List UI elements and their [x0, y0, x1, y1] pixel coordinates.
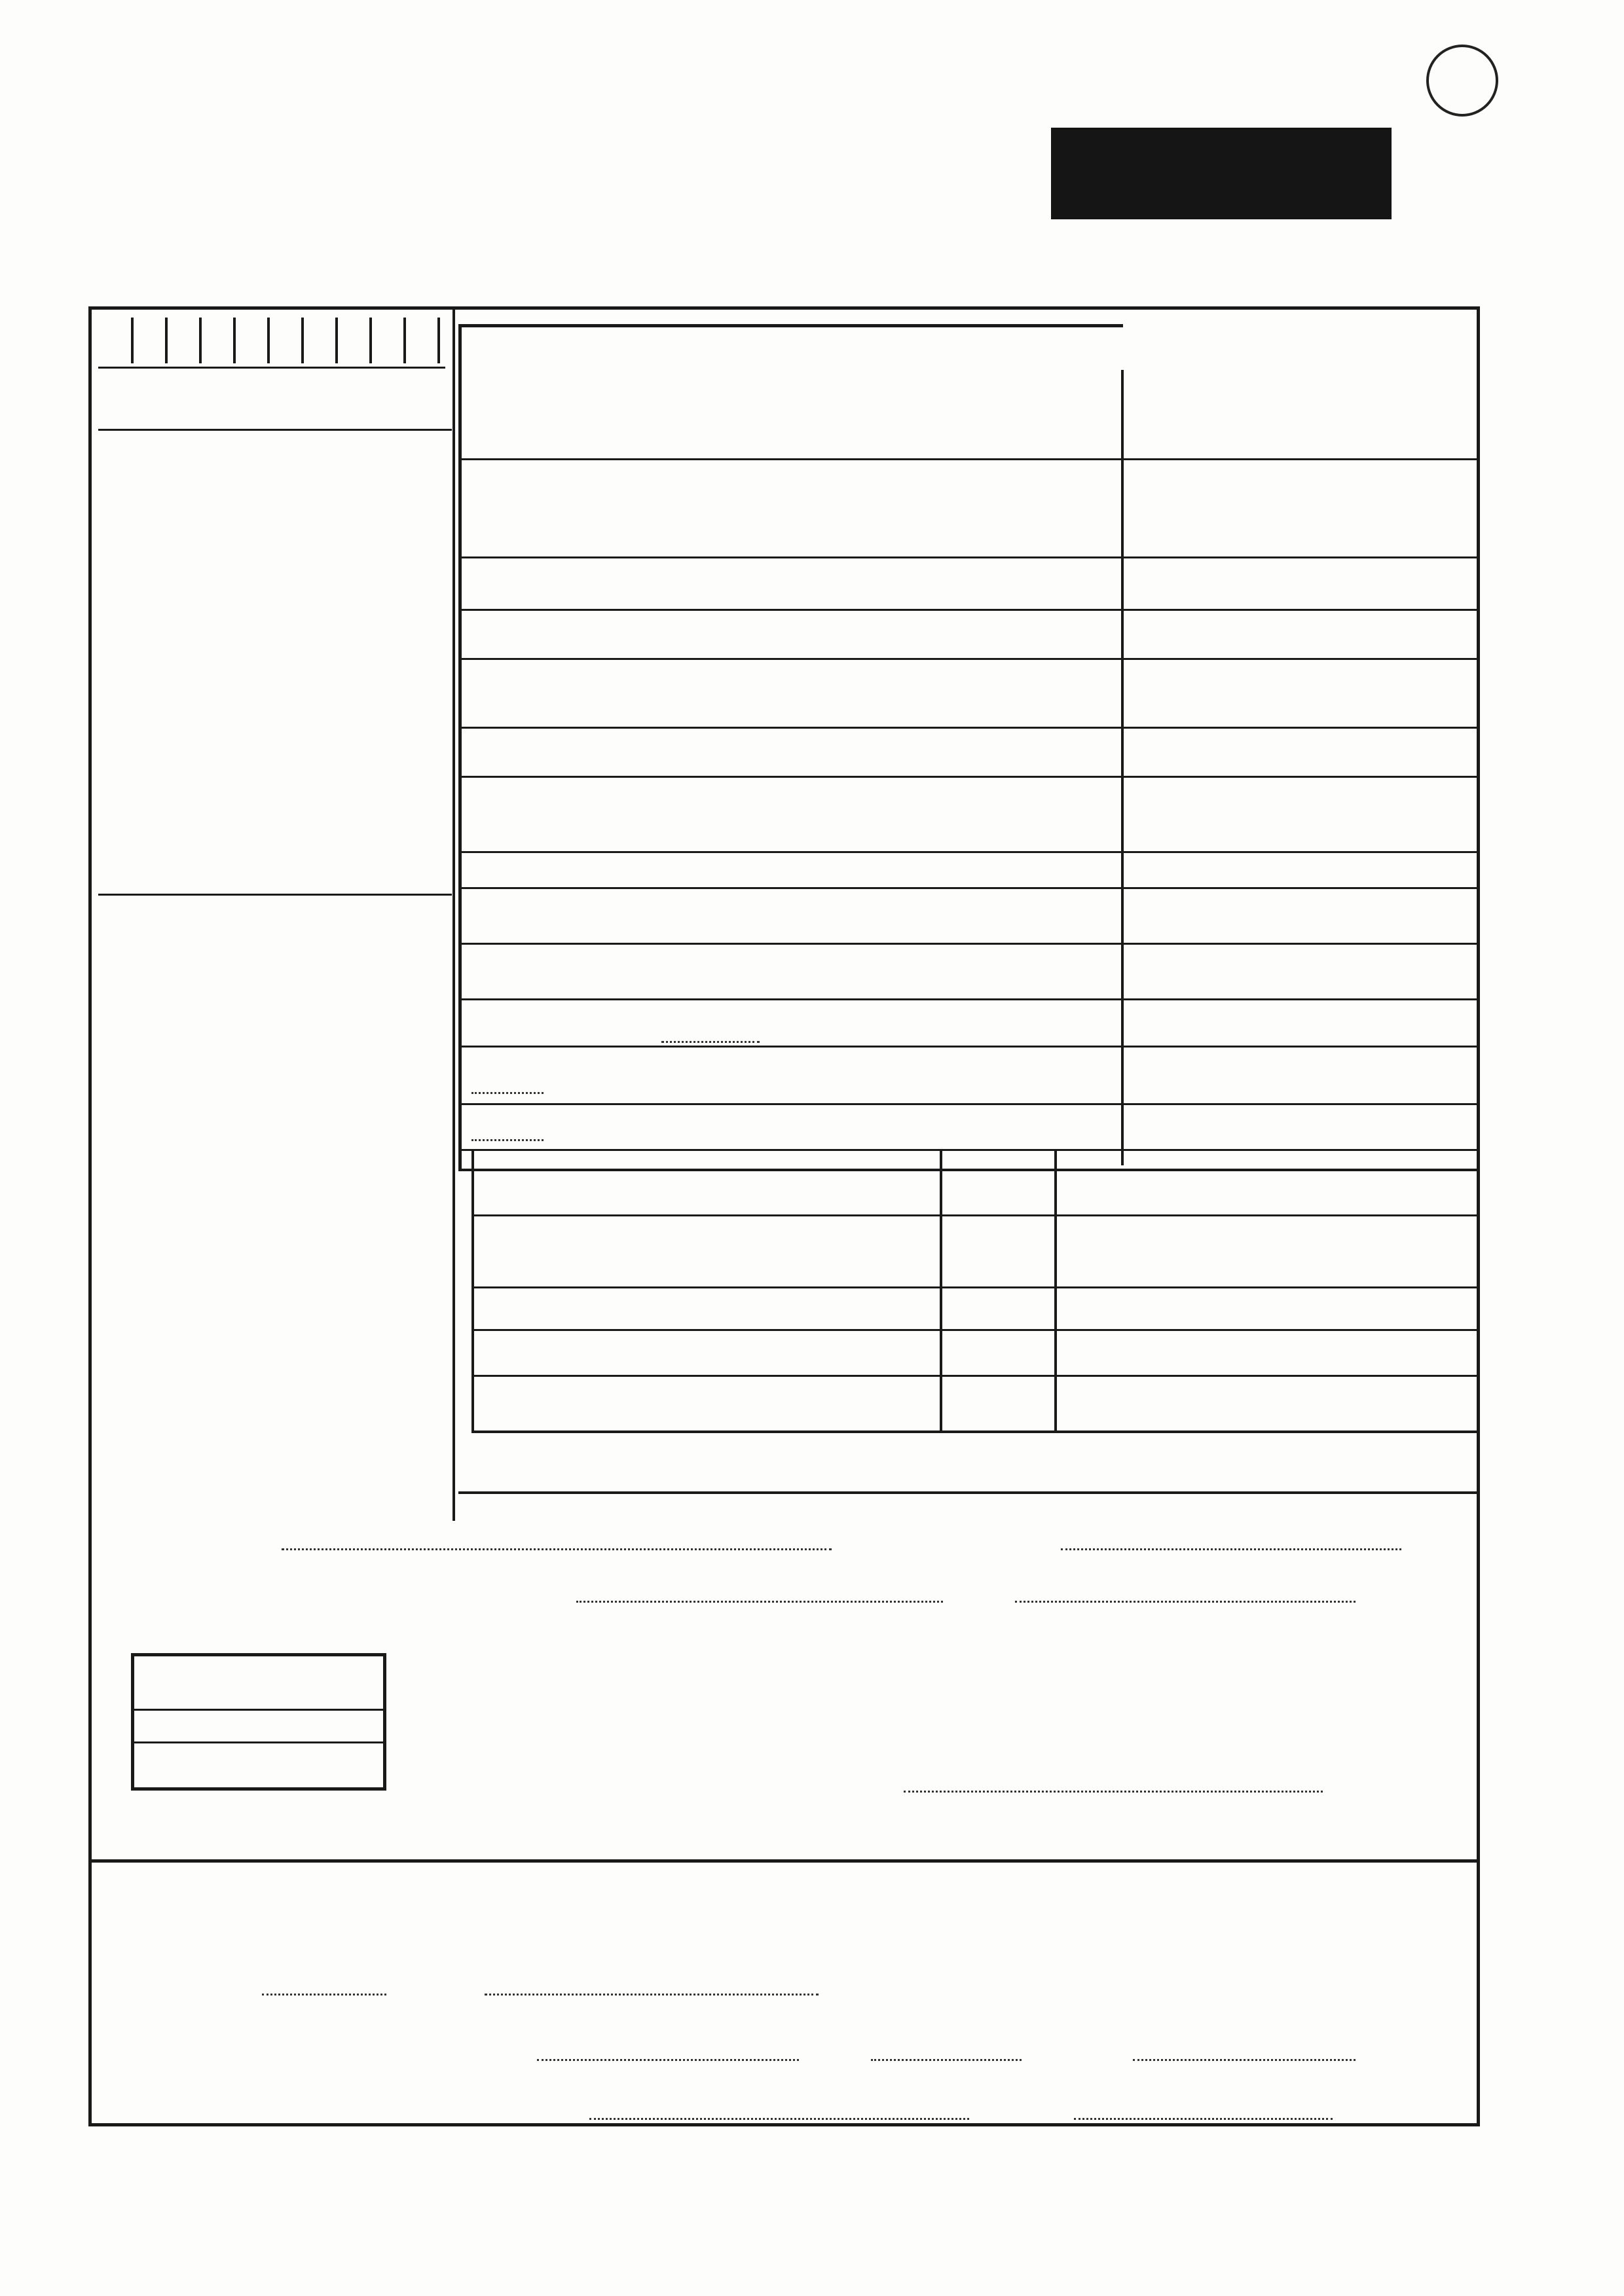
archive-number — [1232, 49, 1447, 75]
declarant-name-line — [1061, 1548, 1401, 1550]
children-left-border — [471, 1149, 474, 1430]
row-divider — [458, 556, 1477, 558]
citizenship-box — [131, 1653, 386, 1791]
row-divider — [458, 727, 1477, 729]
marital-dots — [661, 1041, 760, 1043]
note-line — [458, 1491, 1480, 1494]
info-line1-dots — [485, 1994, 819, 1995]
row-divider — [458, 943, 1477, 945]
receipt-tick — [403, 318, 406, 363]
receipt-tick — [335, 318, 338, 363]
row-divider — [458, 1103, 1477, 1105]
receipt-tick — [199, 318, 202, 363]
stamp-circle — [1426, 45, 1498, 117]
receipt-tick — [131, 318, 134, 363]
receipt-tick — [369, 318, 372, 363]
info-line2-dots-b — [871, 2059, 1022, 2061]
info-line3-dots-b — [589, 2118, 969, 2120]
row-divider — [458, 1046, 1477, 1048]
of-line — [576, 1601, 943, 1603]
citizenship-box-line-2 — [134, 1741, 383, 1743]
children-row-line — [471, 1286, 1480, 1288]
row-divider — [458, 776, 1477, 778]
row-divider — [458, 609, 1477, 611]
receipt-tick — [165, 318, 168, 363]
citizenship-box-line-1 — [134, 1709, 383, 1711]
law-body — [103, 1100, 447, 1453]
photo-bottom — [98, 894, 452, 896]
place-date-line — [904, 1791, 1323, 1793]
receipt-line — [98, 367, 445, 369]
names-area — [458, 324, 1123, 1169]
side-number — [1514, 126, 1544, 266]
row-divider — [458, 1149, 1477, 1151]
children-divider-2 — [940, 1149, 942, 1430]
bottom-right-divider — [458, 1169, 1477, 1171]
row-divider — [458, 658, 1477, 660]
children-bottom — [471, 1430, 1480, 1433]
info-line2-dots-c — [537, 2059, 799, 2061]
children-header-line — [471, 1214, 1480, 1216]
husband-age-line — [471, 1139, 544, 1141]
children-row-line — [471, 1329, 1480, 1331]
row-divider — [458, 998, 1477, 1000]
info-line2-dots-a — [1133, 2059, 1356, 2061]
info-top-line — [92, 1859, 1477, 1863]
receipt-bottom — [98, 429, 452, 431]
receipt-tick — [267, 318, 270, 363]
row-divider — [458, 887, 1477, 889]
relation-line — [1015, 1601, 1356, 1603]
info-line3-dots-a — [1074, 2118, 1333, 2120]
children-row-line — [471, 1375, 1480, 1377]
row-divider — [458, 851, 1477, 853]
receipt-tick — [301, 318, 304, 363]
row-divider — [458, 458, 1477, 460]
receipt-tick — [437, 318, 440, 363]
wife-age-line — [471, 1092, 544, 1094]
receipt-tick — [233, 318, 236, 363]
declarant-address-line — [282, 1548, 832, 1550]
children-divider-1 — [1054, 1149, 1057, 1430]
info-line1-dots-2 — [262, 1994, 386, 1995]
logo-box — [1051, 128, 1392, 219]
